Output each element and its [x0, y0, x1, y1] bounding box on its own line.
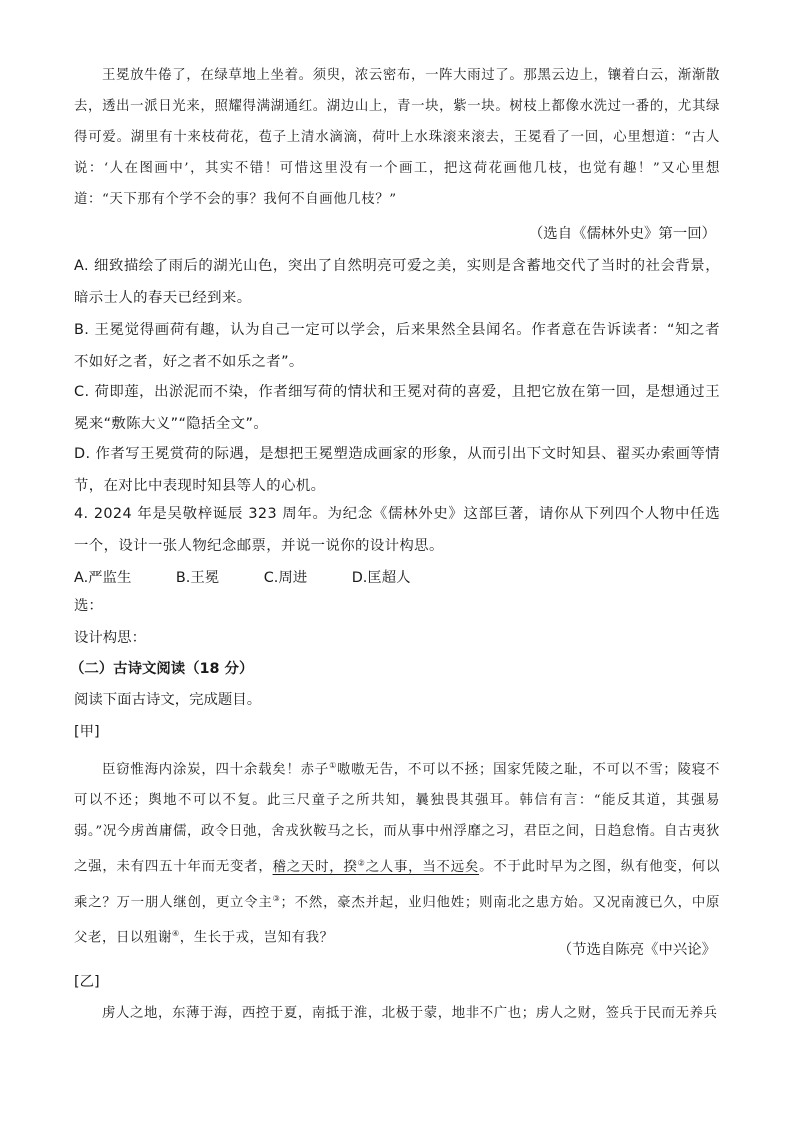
option-d: D. 作者写王冕赏荷的际遇，是想把王冕塑造成画家的形象，从而引出下文时知县、翟买办索画等情节，在对比中表现时知县等人的心机。: [74, 446, 720, 494]
option-b: B. 王冕觉得画荷有趣，认为自己一定可以学会，后来果然全县闻名。作者意在告诉读者：“知之者不如好之者，好之者不如乐之者”。: [74, 322, 720, 370]
passage-jia-label: [甲]: [74, 724, 100, 740]
text-run: 。不于此时早为之图，纵有他变，何以乘之？万一朋人继创，更立令主: [74, 859, 720, 911]
section-intro: 阅读下面古诗文，完成题目。: [74, 692, 262, 708]
excerpt-rulin-waishi: [74, 60, 720, 215]
text-run: 嗷嗷无告，不可以不拯；国家凭陵之耻，不可以不雪；陵寝不可以不还；舆地不可以不复。此三尺童子之所共知，曩独畏其强耳。韩信有言：“能反其道，其强易弱。”况今虏酋庸儒，政令日弛，舍戎狄鞍马之长，而从事中州浮靡之习，君臣之间，日趋怠惰。自古夷狄之强，未有四五十年而无变者，: [74, 762, 720, 875]
text-run: ，生长于戎，岂知有我？: [179, 930, 334, 946]
excerpt-text: [74, 750, 720, 954]
design-idea-label: 设计构思：: [74, 630, 146, 646]
section-title: （二）古诗文阅读（18 分）: [70, 661, 254, 677]
excerpt-source: （选自《儒林外史》第一回）: [528, 226, 716, 242]
footnote-marker: ④: [171, 929, 180, 939]
text-run: 臣窃惟海内涂炭，四十余载矣！赤子: [102, 762, 330, 778]
passage-yi-label: [乙]: [74, 974, 100, 990]
excerpt-yi: [74, 998, 720, 1029]
text-run: 之人事，当不远矣: [365, 859, 480, 875]
question-4-choices: [74, 562, 451, 594]
excerpt-source: （节选自陈亮《中兴论》: [557, 942, 716, 958]
excerpt-text: 王冕放牛倦了，在绿草地上坐着。须臾，浓云密布，一阵大雨过了。那黑云边上，镶着白云，渐渐散去，透出一派日光来，照耀得满湖通红。湖边山上，青一块，紫一块。树枝上都像水洗过一番的，尤其绿得可爱。湖里有十来枝荷花，苞子上清水滴滴，荷叶上水珠滚来滚去，王冕看了一回，心里想道：“古人说：‘人在图画中’，其实不错！可惜这里没有一个画工，把这荷花画他几枝，也觉有趣！”又心里想道：“天下那有个学不会的事？我何不自画他几枝？”: [74, 68, 720, 207]
text-run: 稽之天时，揆: [272, 859, 358, 875]
choice-c: C.周进: [263, 570, 308, 586]
option-a: A. 细致描绘了雨后的湖光山色，突出了自然明亮可爱之美，实则是含蓄地交代了当时的社会背景，暗示士人的春天已经到来。: [74, 258, 720, 306]
choice-b: B.王冕: [175, 570, 220, 586]
option-c: C. 荷即莲，出淤泥而不染，作者细写荷的情状和王冕对荷的喜爱，且把它放在第一回，是想通过王冕来“敷陈大义”“隐括全文”。: [74, 384, 720, 432]
choice-d: D.匡超人: [351, 570, 411, 586]
underlined-phrase: [273, 860, 480, 875]
choose-label: 选：: [74, 598, 103, 614]
footnote-marker: ②: [357, 858, 366, 868]
excerpt-text: 虏人之地，东薄于海，西控于夏，南抵于淮，北极于蒙，地非不广也；虏人之财，签兵于民而无养兵: [102, 1006, 718, 1021]
excerpt-zhongxing-lun: [74, 750, 720, 954]
footnote-marker: ①: [329, 761, 338, 770]
question-4-prompt: 4. 2024 年是吴敬梓诞辰 323 周年。为纪念《儒林外史》这部巨著，请你从下列四个人物中任选一个，设计一张人物纪念邮票，并说一说你的设计构思。: [74, 506, 720, 554]
footnote-marker: ③: [272, 893, 281, 903]
choice-a: A.严监生: [74, 570, 132, 586]
text-run: ；不然，豪杰并起，业归他姓；则南北之患方始。又况南渡已久，中原父老，日以殂谢: [74, 895, 720, 946]
